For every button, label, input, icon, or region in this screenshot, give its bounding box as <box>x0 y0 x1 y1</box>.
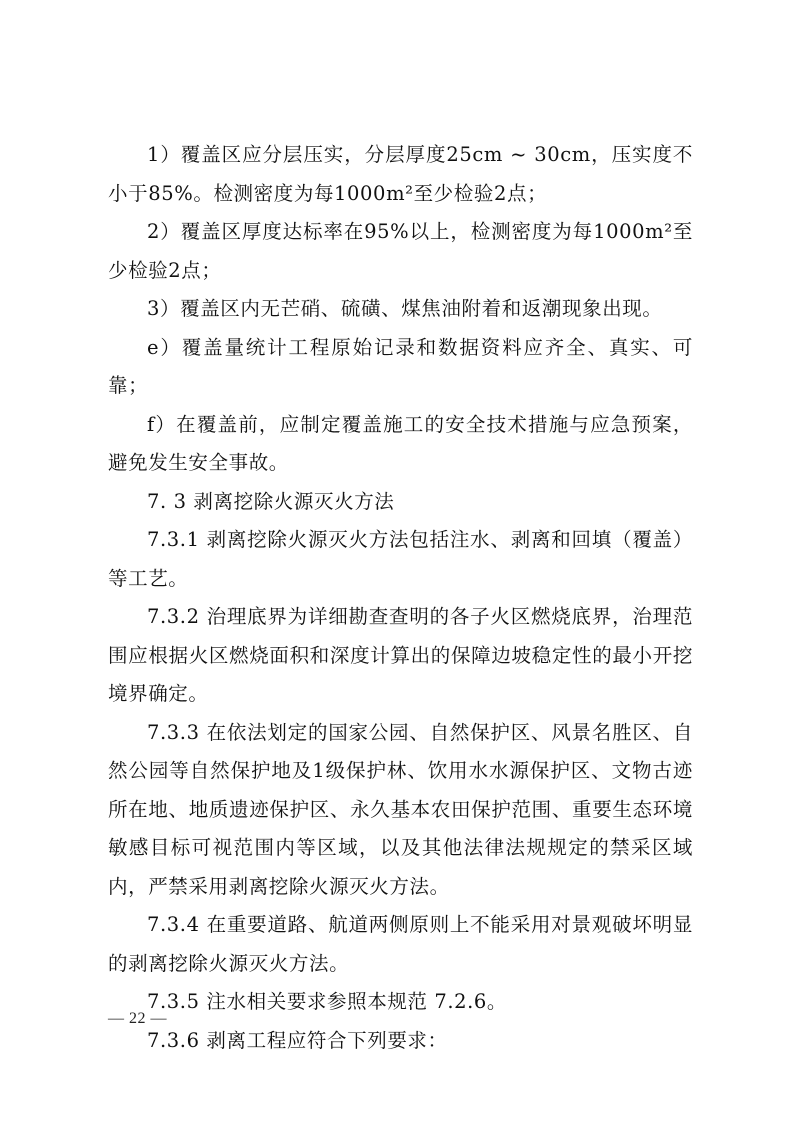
paragraph-thickness: 2）覆盖区厚度达标率在95%以上，检测密度为每1000m²至少检验2点； <box>108 220 693 282</box>
clause-7-3-3: 7.3.3 在依法划定的国家公园、自然保护区、风景名胜区、自然公园等自然保护地及1级保护林、饮用水水源保护区、文物古迹所在地、地质遗迹保护区、永久基本农田保护范围、重要生态环境敏感目标可视范围内等区域，以及其他法律法规规定的禁采区域内，严禁采用剥离挖除火源灭火方法。 <box>108 720 693 898</box>
clause-7-3-2: 7.3.2 治理底界为详细勘查查明的各子火区燃烧底界，治理范围应根据火区燃烧面积和深度计算出的保障边坡稳定性的最小开挖境界确定。 <box>108 605 693 705</box>
paragraph-no-residue: 3）覆盖区内无芒硝、硫磺、煤焦油附着和返潮现象出现。 <box>147 297 663 320</box>
page-number: — 22 — <box>108 1010 167 1027</box>
paragraph-compaction: 1）覆盖区应分层压实，分层厚度25cm ~ 30cm，压实度不小于85%。检测密度为每1000m²至少检验2点； <box>108 143 693 205</box>
paragraph-safety-plan: f）在覆盖前，应制定覆盖施工的安全技术措施与应急预案，避免发生安全事故。 <box>108 412 693 474</box>
section-heading-7-3: 7. 3 剥离挖除火源灭火方法 <box>147 489 395 513</box>
clause-7-3-6: 7.3.6 剥离工程应符合下列要求： <box>147 1028 448 1052</box>
document-body <box>108 136 693 1060</box>
clause-7-3-1: 7.3.1 剥离挖除火源灭火方法包括注水、剥离和回填（覆盖）等工艺。 <box>108 528 693 590</box>
clause-7-3-4: 7.3.4 在重要道路、航道两侧原则上不能采用对景观破坏明显的剥离挖除火源灭火方法。 <box>108 913 693 975</box>
clause-7-3-5: 7.3.5 注水相关要求参照本规范 7.2.6。 <box>147 990 508 1013</box>
paragraph-records: e）覆盖量统计工程原始记录和数据资料应齐全、真实、可靠； <box>108 335 693 397</box>
